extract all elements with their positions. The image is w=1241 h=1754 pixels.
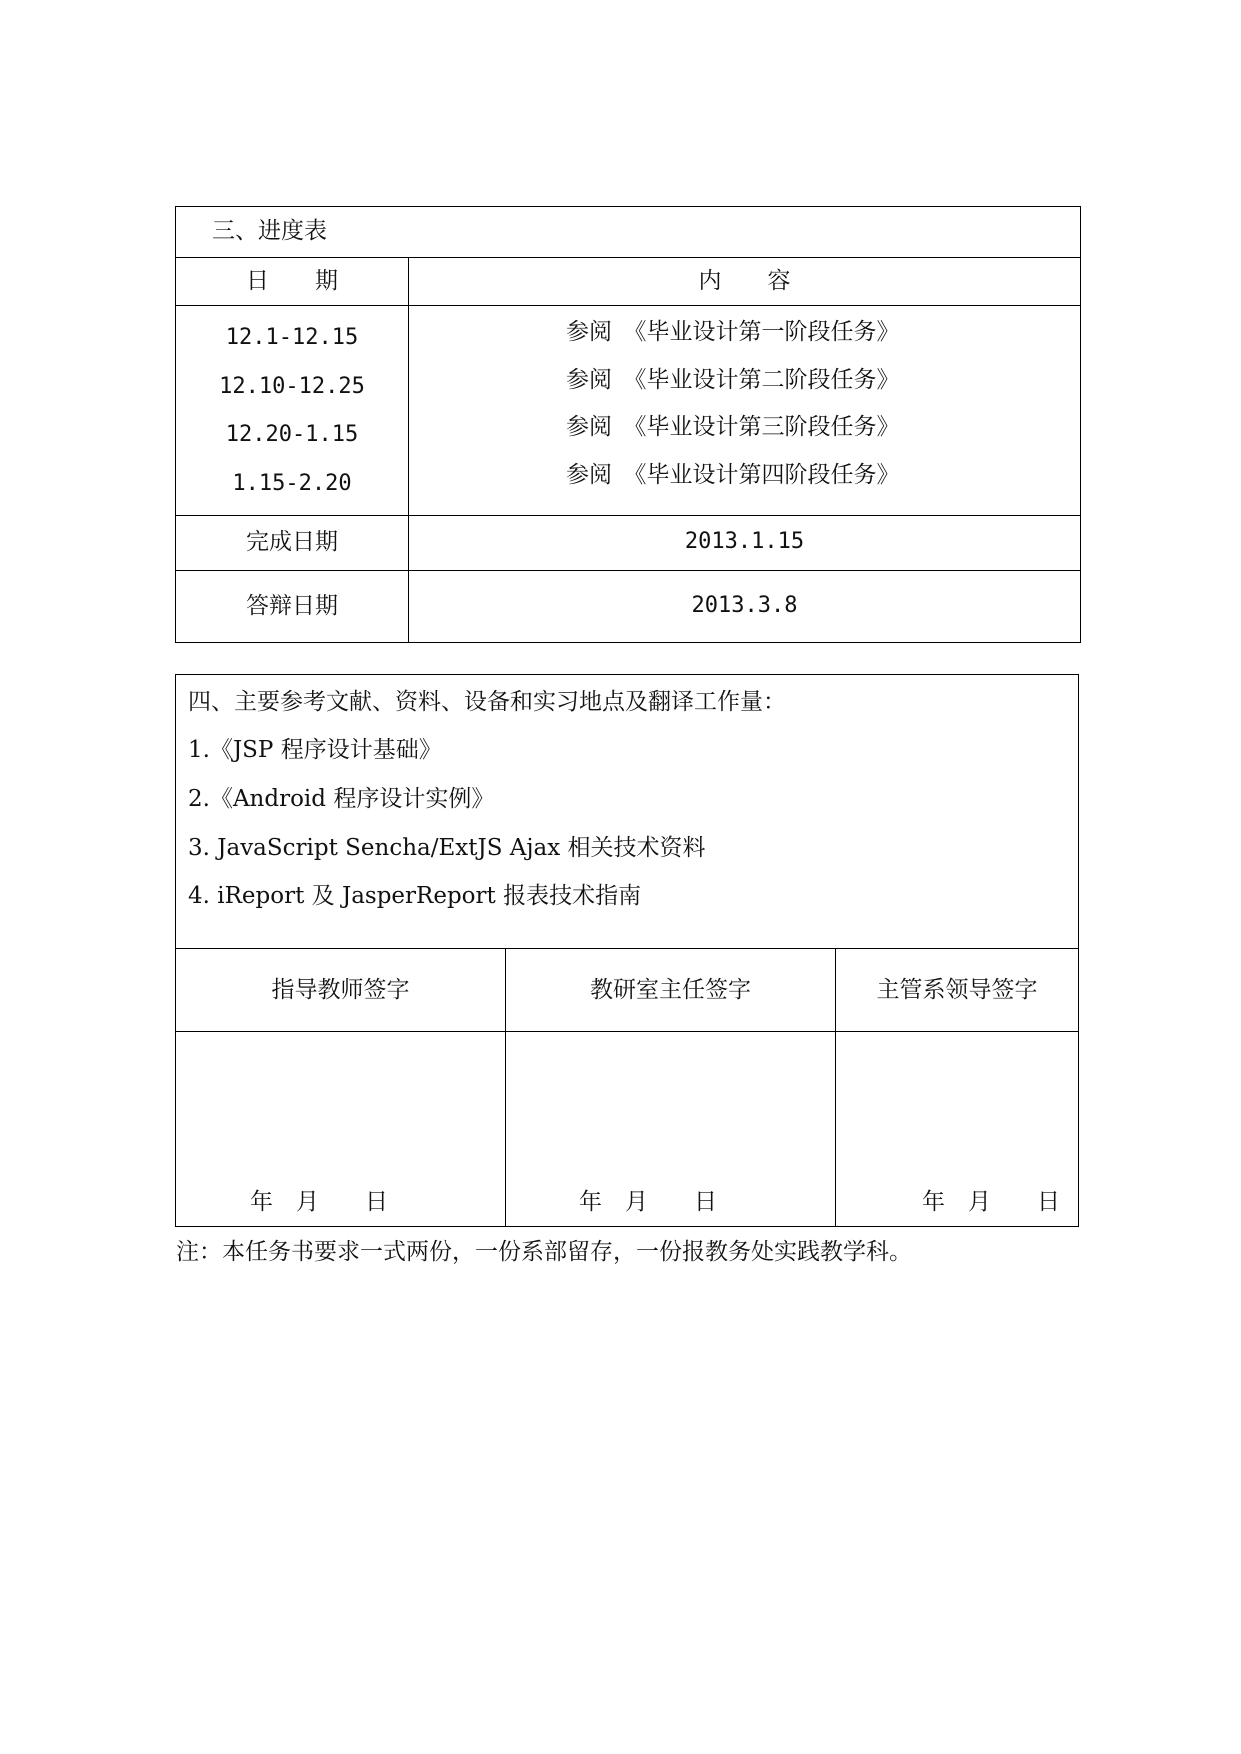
references-title: 四、主要参考文献、资料、设备和实习地点及翻译工作量： — [188, 689, 786, 715]
defense-date: 2013.3.8 — [691, 593, 798, 618]
schedule-row-date: 12.20-1.15 — [225, 422, 359, 447]
signature-header-advisor: 指导教师签字 — [271, 977, 410, 1003]
schedule-row-content: 参阅 《毕业设计第二阶段任务》 — [566, 367, 900, 393]
footnote: 注：本任务书要求一式两份，一份系部留存，一份报教务处实践教学科。 — [176, 1239, 912, 1265]
schedule-row-date: 12.10-12.25 — [219, 374, 365, 399]
signature-date-office: 年 月 日 — [579, 1189, 717, 1215]
schedule-row-date: 12.1-12.15 — [225, 325, 359, 350]
header-date: 日 期 — [246, 268, 338, 294]
reference-item: 3. JavaScript Sencha/ExtJS Ajax 相关技术资料 — [188, 835, 706, 861]
schedule-row-content: 参阅 《毕业设计第三阶段任务》 — [566, 414, 900, 440]
defense-label: 答辩日期 — [246, 593, 338, 619]
schedule-row-date: 1.15-2.20 — [232, 471, 352, 496]
header-content: 内 容 — [698, 268, 791, 294]
signature-date-advisor: 年 月 日 — [250, 1189, 388, 1215]
signature-date-dept: 年 月 日 — [922, 1189, 1060, 1215]
signature-header-office: 教研室主任签字 — [590, 977, 751, 1003]
section-title: 三、进度表 — [212, 218, 327, 244]
schedule-row-content: 参阅 《毕业设计第四阶段任务》 — [566, 462, 900, 488]
reference-item: 4. iReport 及 JasperReport 报表技术指南 — [188, 883, 642, 909]
completion-label: 完成日期 — [246, 529, 338, 555]
signature-header-dept: 主管系领导签字 — [876, 977, 1038, 1003]
completion-date: 2013.1.15 — [684, 529, 805, 554]
reference-item: 1.《JSP 程序设计基础》 — [188, 737, 442, 763]
reference-item: 2.《Android 程序设计实例》 — [188, 786, 495, 812]
schedule-row-content: 参阅 《毕业设计第一阶段任务》 — [566, 319, 900, 345]
